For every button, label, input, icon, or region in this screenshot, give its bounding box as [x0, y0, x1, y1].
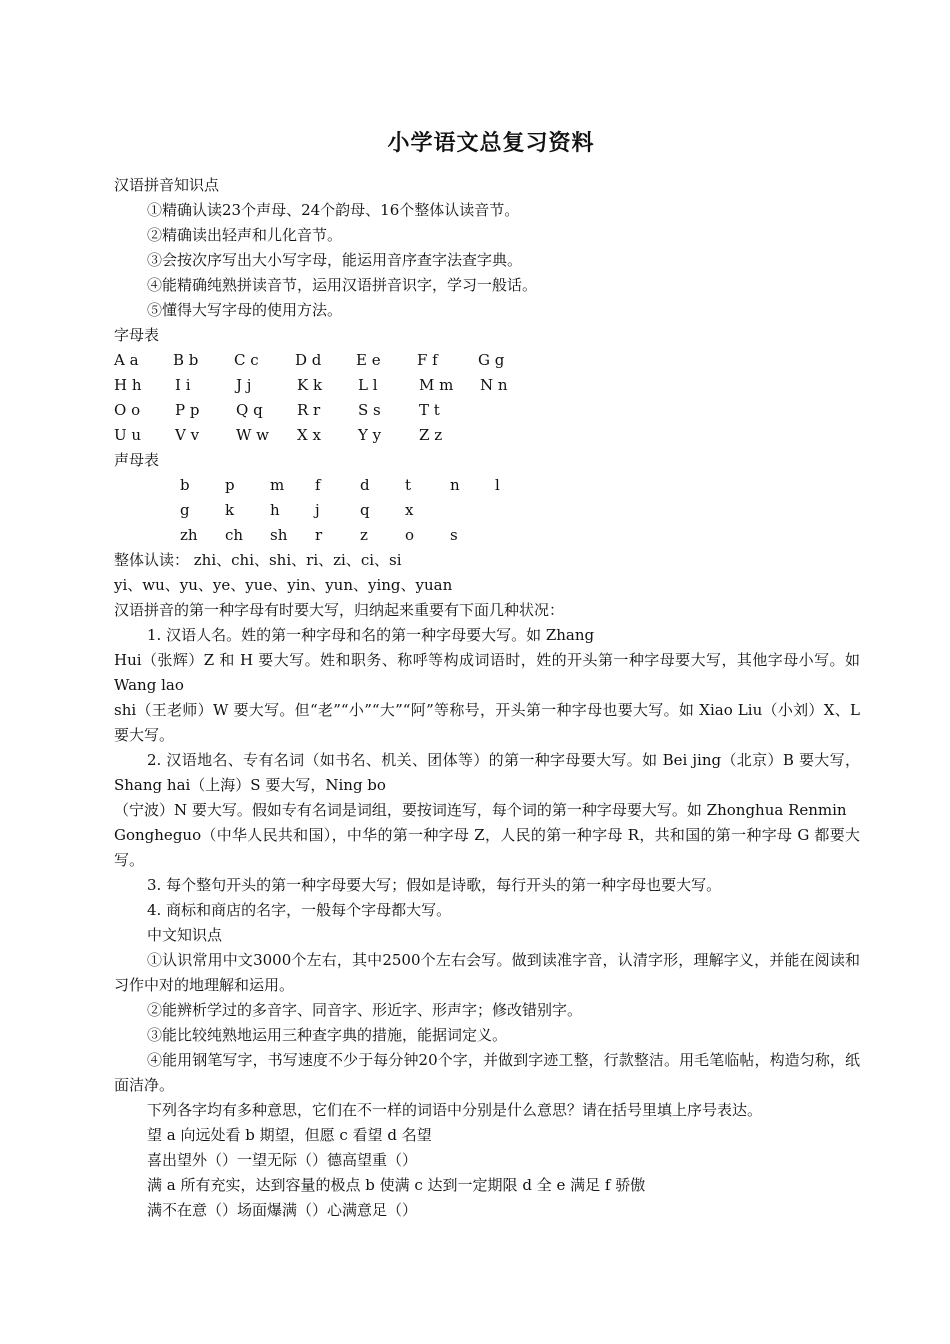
initial-cell: t [405, 476, 412, 494]
pinyin-point: ⑤懂得大写字母的使用方法。 [147, 301, 343, 319]
initials-row [114, 498, 860, 523]
caps-rule-3: 3. 每个整句开头的第一种字母要大写；假如是诗歌，每行开头的第一种字母也要大写。 [147, 876, 722, 894]
alphabet-row [114, 348, 860, 373]
exercise-line: 满 a 所有充实，达到容量的极点 b 使满 c 达到一定期限 d 全 e 满足 f 骄傲 [147, 1176, 646, 1194]
alphabet-cell: A a [114, 351, 139, 369]
alphabet-table [114, 348, 860, 448]
initial-cell: l [495, 476, 500, 494]
alphabet-row [114, 398, 860, 423]
initial-cell: zh [180, 526, 198, 544]
exercise-line: 满不在意（）场面爆满（）心满意足（） [147, 1201, 418, 1219]
alphabet-cell: P p [175, 401, 200, 419]
initial-cell: b [180, 476, 190, 494]
pinyin-point: ②精确读出轻声和儿化音节。 [147, 226, 343, 244]
initial-cell: z [360, 526, 368, 544]
whole-syllables-line: 整体认读： zhi、chi、shi、ri、zi、ci、si [114, 551, 402, 569]
alphabet-row [114, 373, 860, 398]
initial-cell: g [180, 501, 190, 519]
initials-heading: 声母表 [114, 451, 160, 469]
alphabet-cell: Q q [236, 401, 263, 419]
alphabet-cell: E e [356, 351, 381, 369]
pinyin-points [114, 198, 860, 323]
initial-cell: ch [225, 526, 244, 544]
caps-rule-1: 1. 汉语人名。姓的第一种字母和名的第一种字母要大写。如 Zhang [147, 626, 595, 644]
alphabet-cell: V v [175, 426, 200, 444]
alphabet-cell: M m [419, 376, 454, 394]
initial-cell: m [270, 476, 285, 494]
alphabet-row [114, 423, 860, 448]
initials-row [114, 523, 860, 548]
caps-rule-2-cont: （宁波）N 要大写。假如专有名词是词组，要按词连写，每个词的第一种字母要大写。如 Zhonghua Renmin [114, 801, 847, 819]
pinyin-heading: 汉语拼音知识点 [114, 176, 220, 194]
alphabet-cell: K k [297, 376, 323, 394]
initial-cell: p [225, 476, 235, 494]
initial-cell: f [315, 476, 321, 494]
chinese-point: ③能比较纯熟地运用三种查字典的措施，能据词定义。 [147, 1026, 508, 1044]
document-title: 小学语文总复习资料 [387, 131, 595, 156]
initial-cell: j [315, 501, 320, 519]
alphabet-cell: B b [173, 351, 199, 369]
alphabet-cell: Y y [358, 426, 382, 444]
alphabet-cell: L l [358, 376, 378, 394]
initials-table [114, 473, 860, 548]
alphabet-cell: H h [114, 376, 142, 394]
caps-rule-2-cont: Gongheguo（中华人民共和国），中华的第一种字母 Z，人民的第一种字母 R，共和国的第一种字母 G 都要大写。 [114, 826, 860, 869]
chinese-point: ②能辨析学过的多音字、同音字、形近字、形声字；修改错别字。 [147, 1001, 583, 1019]
initial-cell: d [360, 476, 370, 494]
initials-row [114, 473, 860, 498]
alphabet-cell: T t [419, 401, 440, 419]
alphabet-heading: 字母表 [114, 326, 160, 344]
caps-rule-1-cont: Hui（张辉）Z 和 H 要大写。姓和职务、称呼等构成词语时，姓的开头第一种字母要大写，其他字母小写。如 Wang lao [114, 651, 860, 694]
alphabet-cell: F f [417, 351, 438, 369]
alphabet-cell: J j [236, 376, 252, 394]
alphabet-cell: X x [297, 426, 321, 444]
alphabet-cell: O o [114, 401, 141, 419]
chinese-heading: 中文知识点 [147, 926, 223, 944]
initial-cell: s [450, 526, 458, 544]
chinese-point: ①认识常用中文3000个左右，其中2500个左右会写。做到读准字音，认清字形，理解字义，并能在阅读和习作中对的地理解和运用。 [114, 951, 860, 994]
alphabet-cell: W w [236, 426, 270, 444]
alphabet-cell: U u [114, 426, 142, 444]
chinese-point: ④能用钢笔写字，书写速度不少于每分钟20个字，并做到字迹工整，行款整洁。用毛笔临帖，构造匀称，纸面洁净。 [114, 1051, 860, 1094]
alphabet-cell: C c [234, 351, 259, 369]
initial-cell: n [450, 476, 460, 494]
caps-rule-1-cont: shi（王老师）W 要大写。但“老”“小”“大”“阿”等称号，开头第一种字母也要大写。如 Xiao Liu（小刘）X、L 要大写。 [114, 701, 860, 744]
initial-cell: k [225, 501, 235, 519]
exercise-line: 望 a 向远处看 b 期望，但愿 c 看望 d 名望 [147, 1126, 432, 1144]
pinyin-point: ③会按次序写出大小写字母，能运用音序查字法查字典。 [147, 251, 523, 269]
alphabet-cell: N n [480, 376, 508, 394]
exercise-line: 喜出望外（）一望无际（）德高望重（） [147, 1151, 418, 1169]
alphabet-cell: I i [175, 376, 191, 394]
alphabet-cell: D d [295, 351, 322, 369]
initial-cell: o [405, 526, 415, 544]
caps-intro: 汉语拼音的第一种字母有时要大写，归纳起来重要有下面几种状况： [114, 601, 565, 619]
pinyin-point: ④能精确纯熟拼读音节，运用汉语拼音识字，学习一般话。 [147, 276, 538, 294]
initial-cell: sh [270, 526, 288, 544]
alphabet-cell: S s [358, 401, 381, 419]
alphabet-cell: G g [478, 351, 505, 369]
pinyin-point: ①精确认读23个声母、24个韵母、16个整体认读音节。 [147, 201, 520, 219]
exercise-intro: 下列各字均有多种意思，它们在不一样的词语中分别是什么意思？请在括号里填上序号表达。 [147, 1101, 763, 1119]
caps-rule-4: 4. 商标和商店的名字，一般每个字母都大写。 [147, 901, 452, 919]
initial-cell: r [315, 526, 323, 544]
initial-cell: q [360, 501, 370, 519]
initial-cell: h [270, 501, 280, 519]
caps-rule-2: 2. 汉语地名、专有名词（如书名、机关、团体等）的第一种字母要大写。如 Bei jing（北京）B 要大写，Shang hai（上海）S 要大写，Ning bo [114, 751, 860, 794]
alphabet-cell: R r [297, 401, 321, 419]
initial-cell: x [405, 501, 414, 519]
whole-syllables-line: yi、wu、yu、ye、yue、yin、yun、ying、yuan [114, 576, 453, 594]
alphabet-cell: Z z [419, 426, 443, 444]
